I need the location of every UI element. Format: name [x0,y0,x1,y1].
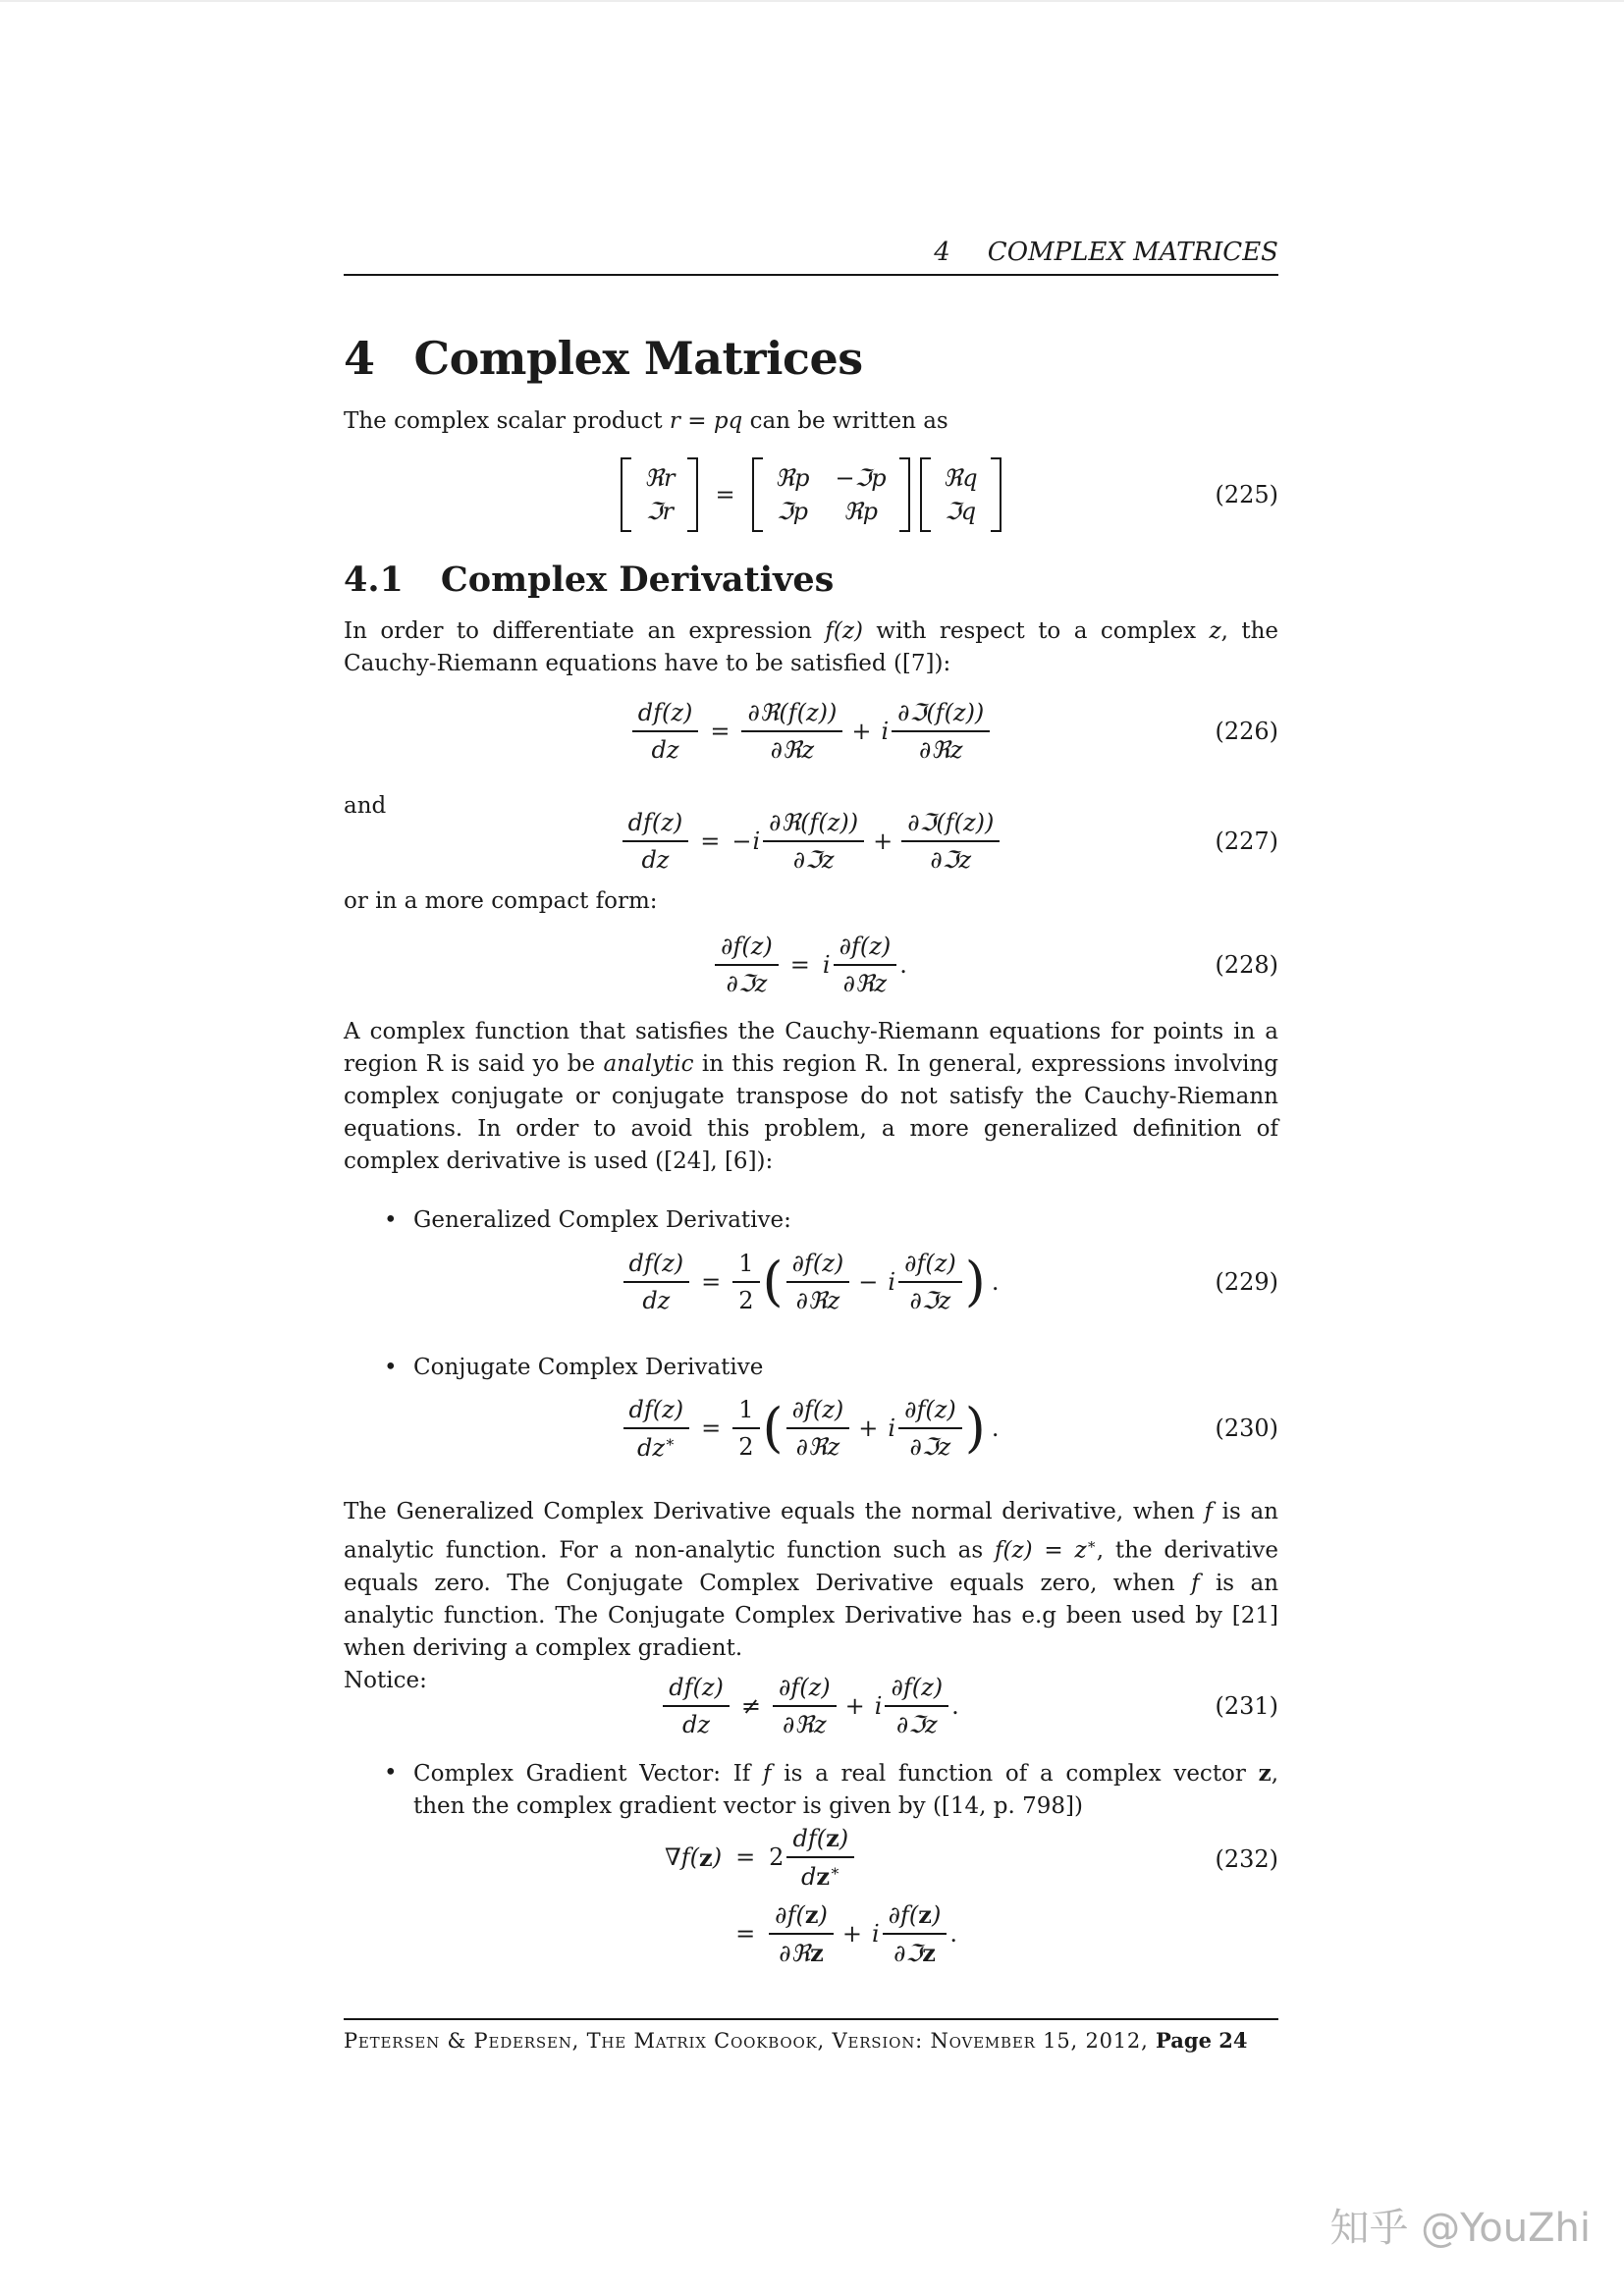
text-line [413,1790,1278,1823]
frac-den: dz [632,730,699,764]
equals-sign: = [700,828,721,855]
conjugate-star: ∗ [665,1432,676,1451]
text-line [344,615,1278,648]
equation-number: (231) [1215,1692,1278,1720]
text-line [344,1016,1278,1048]
text-line [344,1146,1278,1178]
footer-text: Petersen & Pedersen, The Matrix Cookbook, Version: November 15, 2012, [344,2029,1157,2053]
frac-den [883,1933,947,1967]
text-segment: = [679,408,714,434]
text-line [344,1528,1278,1568]
frac-den: ∂ℜz [834,964,897,997]
imaginary-i: i [881,718,890,745]
minus-sign: − [731,828,752,855]
matrix-vector-q [920,457,1001,532]
equation-227 [344,800,1278,882]
text-segment: analytic function. For a non-analytic function such as [344,1537,995,1564]
math-token: ∇f( [665,1843,700,1871]
frac-num: df(z) [628,1250,684,1277]
frac-num: ∂f(z) [721,933,773,960]
equation-229: $\frac{df(z)}{dz}$ = $\frac{1}{2}$ ( $\frac{\partial f(z)}{\text{∂ℜz}}$ − i $\frac{\partial f(z)}{\text{∂ℑz}}$ ) . (229) [344,1241,1278,1323]
frac-num: ∂f(z) [791,1396,844,1423]
page-top-edge [0,0,1624,2]
equation-number: (229) [1215,1268,1278,1296]
matrix-cell: ℜq [943,464,978,492]
text-line [344,1600,1278,1632]
conjugate-star: ∗ [1086,1535,1097,1553]
math-token: ∂f( [888,1901,919,1929]
matrix-cell: ℜp [843,498,879,525]
frac-den [623,1427,690,1462]
text-segment: Cauchy-Riemann equations have to be satisfied ([7]): [344,651,951,676]
text-segment: with respect to a complex [862,618,1210,644]
watermark-zhihu: 知乎 @YouZhi [1329,2206,1591,2251]
text-line [344,1048,1278,1081]
fraction [741,699,842,764]
fraction [623,1250,690,1314]
equals-sign: = [735,1920,756,1948]
text-segment: , the [1220,618,1278,644]
fraction [883,1900,947,1967]
bold-vector-z: z [826,1824,839,1852]
left-bracket [621,457,631,532]
text-line [413,1204,1278,1237]
text-segment: , the derivative [1096,1537,1278,1564]
text-segment: is an [1199,1570,1279,1596]
equals-sign: = [701,1415,722,1442]
text-segment: is a real function of a complex vector [771,1761,1259,1787]
imaginary-i: i [871,1920,880,1948]
plus-sign: + [858,1415,879,1442]
frac-den: ∂ℜz [786,1427,850,1461]
plus-sign: + [844,1692,865,1720]
section-heading [344,333,863,384]
text-segment: can be written as [742,408,948,434]
text-segment: equals zero. The Conjugate Complex Derivative equals zero, when [344,1570,1192,1596]
text-line [344,648,1278,680]
math-token: ) [931,1901,942,1929]
frac-den: ∂ℑz [901,840,1000,874]
fraction [885,1674,948,1738]
equation-number: (226) [1215,718,1278,745]
text-segment: and [344,793,387,819]
bold-vector-z: z [922,1939,936,1967]
section-title: Complex Matrices [413,332,863,385]
imaginary-i: i [888,1268,896,1296]
frac-den: ∂ℜz [741,730,842,764]
frac-den [769,1933,834,1967]
fraction [898,1396,962,1461]
equals-sign: = [735,1843,756,1871]
math-token: ) [839,1825,849,1852]
fraction [834,933,897,997]
gradient-rhs-1 [769,1824,957,1891]
fraction [901,809,1000,874]
coefficient-2: 2 [769,1843,785,1871]
fraction [715,933,779,997]
frac-num: 1 [738,1396,754,1423]
bold-vector-z: z [1258,1760,1272,1787]
frac-num [883,1900,947,1933]
math-token: ) [712,1843,723,1871]
frac-num: ∂f(z) [904,1396,956,1423]
text-segment: or in a more compact form: [344,888,658,914]
bold-vector-z: z [816,1862,830,1891]
subsection-heading [344,561,834,600]
math-var: z [1209,618,1221,644]
frac-num: ∂f(z) [791,1250,844,1277]
imaginary-i: i [888,1415,896,1442]
left-bracket [920,457,931,532]
frac-num: ∂f(z) [891,1674,944,1701]
fraction [623,809,689,874]
plus-sign: + [841,1920,862,1948]
math-token: d [800,1863,817,1891]
fraction-half [732,1250,759,1314]
frac-den: ∂ℑz [898,1427,962,1461]
frac-den: dz [623,840,689,874]
fraction [786,1824,854,1891]
equation-225 [344,450,1278,540]
period: . [991,1415,1000,1442]
math-var: f(z) = z [994,1537,1087,1564]
equation-number: (232) [1215,1845,1278,1873]
frac-den: 2 [732,1281,759,1314]
equation-number: (227) [1215,828,1278,855]
header-rule [344,274,1278,276]
matrix-cell: ℜr [644,464,676,492]
text-segment: A complex function that satisfies the Cauchy-Riemann equations for points in a [344,1019,1278,1044]
matrix-vector-r [621,457,698,532]
minus-sign: − [858,1268,879,1296]
right-bracket [687,457,698,532]
bold-vector-z: z [810,1939,824,1967]
frac-num: 1 [738,1250,754,1277]
equation-number: (225) [1215,481,1278,508]
frac-den: dz [663,1705,730,1738]
text-line [413,1757,1278,1790]
matrix-cell: ℑq [945,498,977,525]
fraction [663,1674,730,1738]
text-segment: Conjugate Complex Derivative [413,1355,764,1380]
frac-den: ∂ℜz [773,1705,837,1738]
text-segment: The Generalized Complex Derivative equals the normal derivative, when [344,1499,1205,1524]
equation-228 [344,924,1278,1006]
bold-vector-z: z [918,1900,932,1929]
fraction-half [732,1396,759,1461]
bullet-icon: • [384,1355,398,1380]
right-bracket [899,457,910,532]
text-segment: region R is said yo be [344,1051,604,1077]
page-number: Page 24 [1156,2028,1248,2053]
imaginary-i: i [874,1692,883,1720]
text-segment: is an [1212,1499,1278,1524]
frac-num: df(z) [627,809,683,836]
math-token: ∂f( [775,1901,805,1929]
subsection-title: Complex Derivatives [440,560,835,600]
text-segment: In order to differentiate an expression [344,618,826,644]
connector-compact-form [344,885,1278,918]
fraction [773,1674,837,1738]
frac-num: ∂ℜ(f(z)) [747,699,838,726]
text-line [344,1632,1278,1665]
math-var: f [763,1761,772,1787]
bullet-generalized-derivative [384,1204,1278,1237]
text-segment: , [1271,1761,1278,1787]
bullet-conjugate-derivative [384,1352,1278,1384]
not-equal-sign: ≠ [740,1692,761,1720]
equals-sign: = [710,718,731,745]
math-var: f [1204,1499,1213,1524]
frac-num: ∂f(z) [839,933,892,960]
page-footer [344,2026,1278,2056]
text-line [344,1081,1278,1113]
section-number: 4 [344,332,375,385]
frac-den: ∂ℜz [786,1281,850,1314]
bold-vector-z: z [804,1900,819,1929]
frac-den: ∂ℑz [885,1705,948,1738]
frac-den: 2 [732,1427,759,1461]
period: . [951,1692,959,1720]
plus-sign: + [873,828,893,855]
equation-226 [344,690,1278,773]
frac-den [786,1856,854,1891]
frac-den-text: dz [637,1433,666,1462]
gradient-rhs-2 [769,1900,957,1967]
matrix-cell: ℜp [775,464,810,492]
equation-232 [344,1824,1278,1967]
equation-number: (230) [1215,1415,1278,1442]
imaginary-i: i [752,828,761,855]
equation-number: (228) [1215,951,1278,979]
bold-vector-z: z [699,1842,713,1872]
text-segment: equations. In order to avoid this problem, a more generalized definition of [344,1116,1278,1142]
text-line [344,1496,1278,1528]
frac-num: ∂f(z) [778,1674,831,1701]
math-var: f(z) [825,618,863,644]
paragraph-cauchy-riemann [344,615,1278,680]
math-var: r [669,408,680,434]
math-var: f [1191,1570,1200,1596]
frac-num: df(z) [669,1674,724,1701]
matrix-cell: −ℑp [835,464,887,492]
fraction [786,1396,850,1461]
frac-num [769,1900,834,1933]
frac-num: ∂f(z) [904,1250,956,1277]
fraction [763,809,864,874]
text-line [344,1568,1278,1600]
frac-den: ∂ℑz [898,1281,962,1314]
matrix-p [752,457,910,532]
frac-den: dz [623,1281,690,1314]
frac-den: ∂ℜz [892,730,990,764]
equation-231 [344,1665,1278,1747]
conjugate-star: ∗ [829,1862,840,1880]
bullet-complex-gradient [384,1757,1278,1823]
math-var: pq [713,408,743,434]
frac-den: ∂ℑz [763,840,864,874]
math-token: ) [818,1901,828,1929]
equals-sign: = [789,951,810,979]
matrix-cell: ℑp [776,498,809,525]
subsection-number: 4.1 [344,560,404,600]
text-segment: complex derivative is used ([24], [6]): [344,1148,774,1174]
text-segment: Notice: [344,1667,427,1693]
bullet-icon: • [384,1207,398,1233]
math-token: df( [792,1825,827,1852]
text-segment: Generalized Complex Derivative: [413,1207,791,1233]
text-line [344,1113,1278,1146]
text-segment: complex conjugate or conjugate transpose do not satisfy the Cauchy-Riemann [344,1084,1278,1109]
text-line [413,1352,1278,1384]
equals-sign: = [715,481,735,508]
matrix-cell: ℑr [645,498,675,525]
frac-num: ∂ℑ(f(z)) [897,699,985,726]
frac-den: ∂ℑz [715,964,779,997]
fraction [623,1396,690,1462]
plus-sign: + [851,718,872,745]
fraction [786,1250,850,1314]
frac-num: ∂ℜ(f(z)) [769,809,859,836]
equation-230: $\frac{df(z)}{dz^∗}$ = $\frac{1}{2}$ ( $\frac{\partial f(z)}{\text{∂ℜz}}$ + i $\frac{\partial f(z)}{\text{∂ℑz}}$ ) . (230) [344,1387,1278,1469]
imaginary-i: i [822,951,831,979]
paragraph-intro [344,405,1278,438]
right-bracket [991,457,1001,532]
frac-num [786,1824,854,1856]
fraction [898,1250,962,1314]
period: . [991,1268,1000,1296]
paragraph-analytic [344,1016,1278,1178]
fraction [632,699,699,764]
frac-num: ∂ℑ(f(z)) [907,809,995,836]
fraction [769,1900,834,1967]
text-segment: then the complex gradient vector is given by ([14, p. 798]) [413,1793,1083,1819]
period: . [949,1920,957,1948]
equals-sign: = [701,1268,722,1296]
text-segment: analytic function. The Conjugate Complex Derivative has e.g been used by [21] [344,1602,1278,1629]
left-bracket [752,457,763,532]
period: . [899,951,907,979]
running-header [344,238,1278,267]
fraction [892,699,990,764]
math-token: ∂ℜ [779,1940,811,1967]
footer-rule [344,2018,1278,2020]
running-header-section-number: 4 [934,238,950,267]
text-segment: Complex Gradient Vector: If [413,1761,764,1787]
bullet-icon: • [384,1760,398,1786]
running-header-title: COMPLEX MATRICES [987,238,1278,267]
text-segment: when deriving a complex gradient. [344,1634,743,1661]
gradient-lhs [665,1843,722,1872]
frac-num: df(z) [628,1395,684,1423]
frac-num: df(z) [637,699,693,726]
math-token: ∂ℑ [893,1940,923,1967]
emphasis: analytic [603,1051,694,1077]
text-segment: The complex scalar product [344,408,670,434]
text-segment: in this region R. In general, expressions involving [693,1051,1278,1077]
